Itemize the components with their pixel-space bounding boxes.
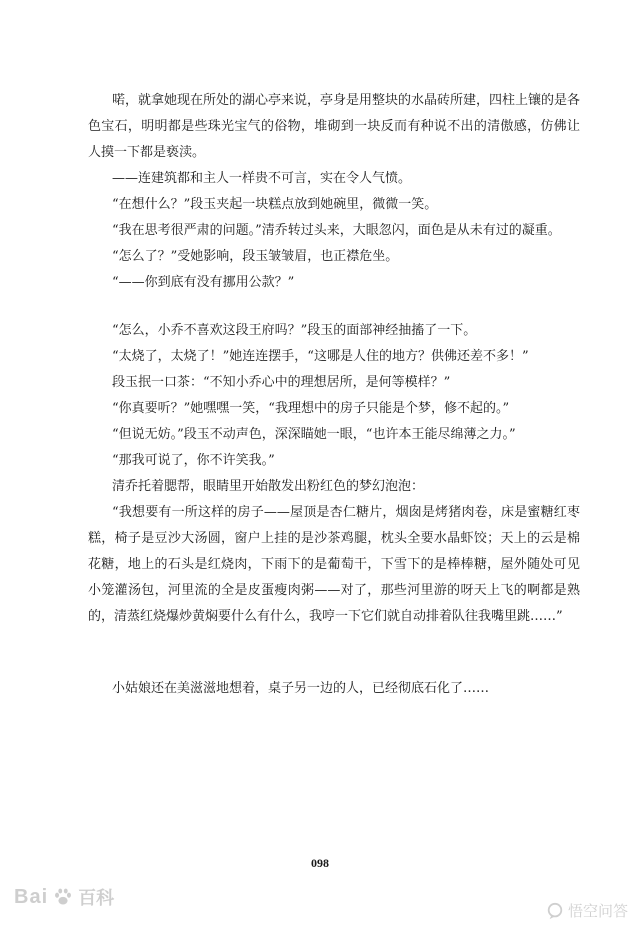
paragraph: 清乔托着腮帮，眼睛里开始散发出粉红色的梦幻泡泡：	[112, 479, 425, 494]
wukong-watermark	[546, 900, 628, 921]
text-block-1	[88, 88, 580, 296]
paragraph: ——连建筑都和主人一样贵不可言，实在令人气愤。	[112, 171, 412, 186]
watermark-brand-cn: 百科	[78, 888, 115, 909]
paragraph: “但说无妨。”段玉不动声色，深深瞄她一眼，“也许本王能尽绵薄之力。”	[112, 427, 516, 442]
paragraph: “怎么，小乔不喜欢这段王府吗？”段玉的面部神经抽搐了一下。	[112, 323, 477, 338]
paragraph: “在想什么？”段玉夹起一块糕点放到她碗里，微微一笑。	[112, 197, 438, 212]
paw-icon	[52, 886, 74, 908]
paragraph: “我在思考很严肃的问题。”清乔转过头来，大眼忽闪，面色是从未有过的凝重。	[112, 223, 561, 238]
watermark-brand-latin: Bai	[14, 885, 49, 908]
text-block-3	[88, 676, 580, 702]
paragraph: “你真要听？”她嘿嘿一笑，“我理想中的房子只能是个梦，修不起的。”	[112, 401, 510, 416]
paragraph: 段玉抿一口茶：“不知小乔心中的理想居所，是何等模样？”	[112, 375, 451, 390]
paragraph: “怎么了？”受她影响，段玉皱皱眉，也正襟危坐。	[112, 249, 399, 264]
watermark-text: 悟空问答	[567, 902, 628, 920]
baike-watermark	[14, 884, 114, 910]
text-block-2	[88, 318, 580, 630]
paragraph: “我想要有一所这样的房子——屋顶是杏仁糖片，烟囱是烤猪肉卷，床是蜜糖红枣糕，椅子是豆沙大汤圆，窗户上挂的是沙茶鸡腿，枕头全要水晶虾饺；天上的云是棉花糖，地上的石头是红烧肉，下雨下的是葡萄干，下雪下的是棒棒糖，屋外随处可见小笼灌汤包，河里流的全是皮蛋瘦肉粥——对了，那些河里游的呀天上飞的啊都是熟的，清蒸红烧爆炒黄焖要什么有什么，我哼一下它们就自动排着队往我嘴里跳……”	[88, 505, 580, 624]
paragraph: 喏，就拿她现在所处的湖心亭来说，亭身是用整块的水晶砖所建，四柱上镶的是各色宝石，明明都是些珠光宝气的俗物，堆砌到一块反而有种说不出的清傲感，仿佛让人摸一下都是亵渎。	[88, 93, 581, 160]
paragraph: “那我可说了，你不许笑我。”	[112, 453, 275, 468]
paragraph: “——你到底有没有挪用公款？”	[112, 275, 295, 290]
chat-bubble-icon	[546, 902, 564, 920]
page-number: 098	[311, 856, 329, 870]
paragraph: 小姑娘还在美滋滋地想着，桌子另一边的人，已经彻底石化了……	[112, 681, 490, 696]
paragraph: “太烧了，太烧了！”她连连摆手，“这哪是人住的地方？供佛还差不多！”	[112, 349, 529, 364]
